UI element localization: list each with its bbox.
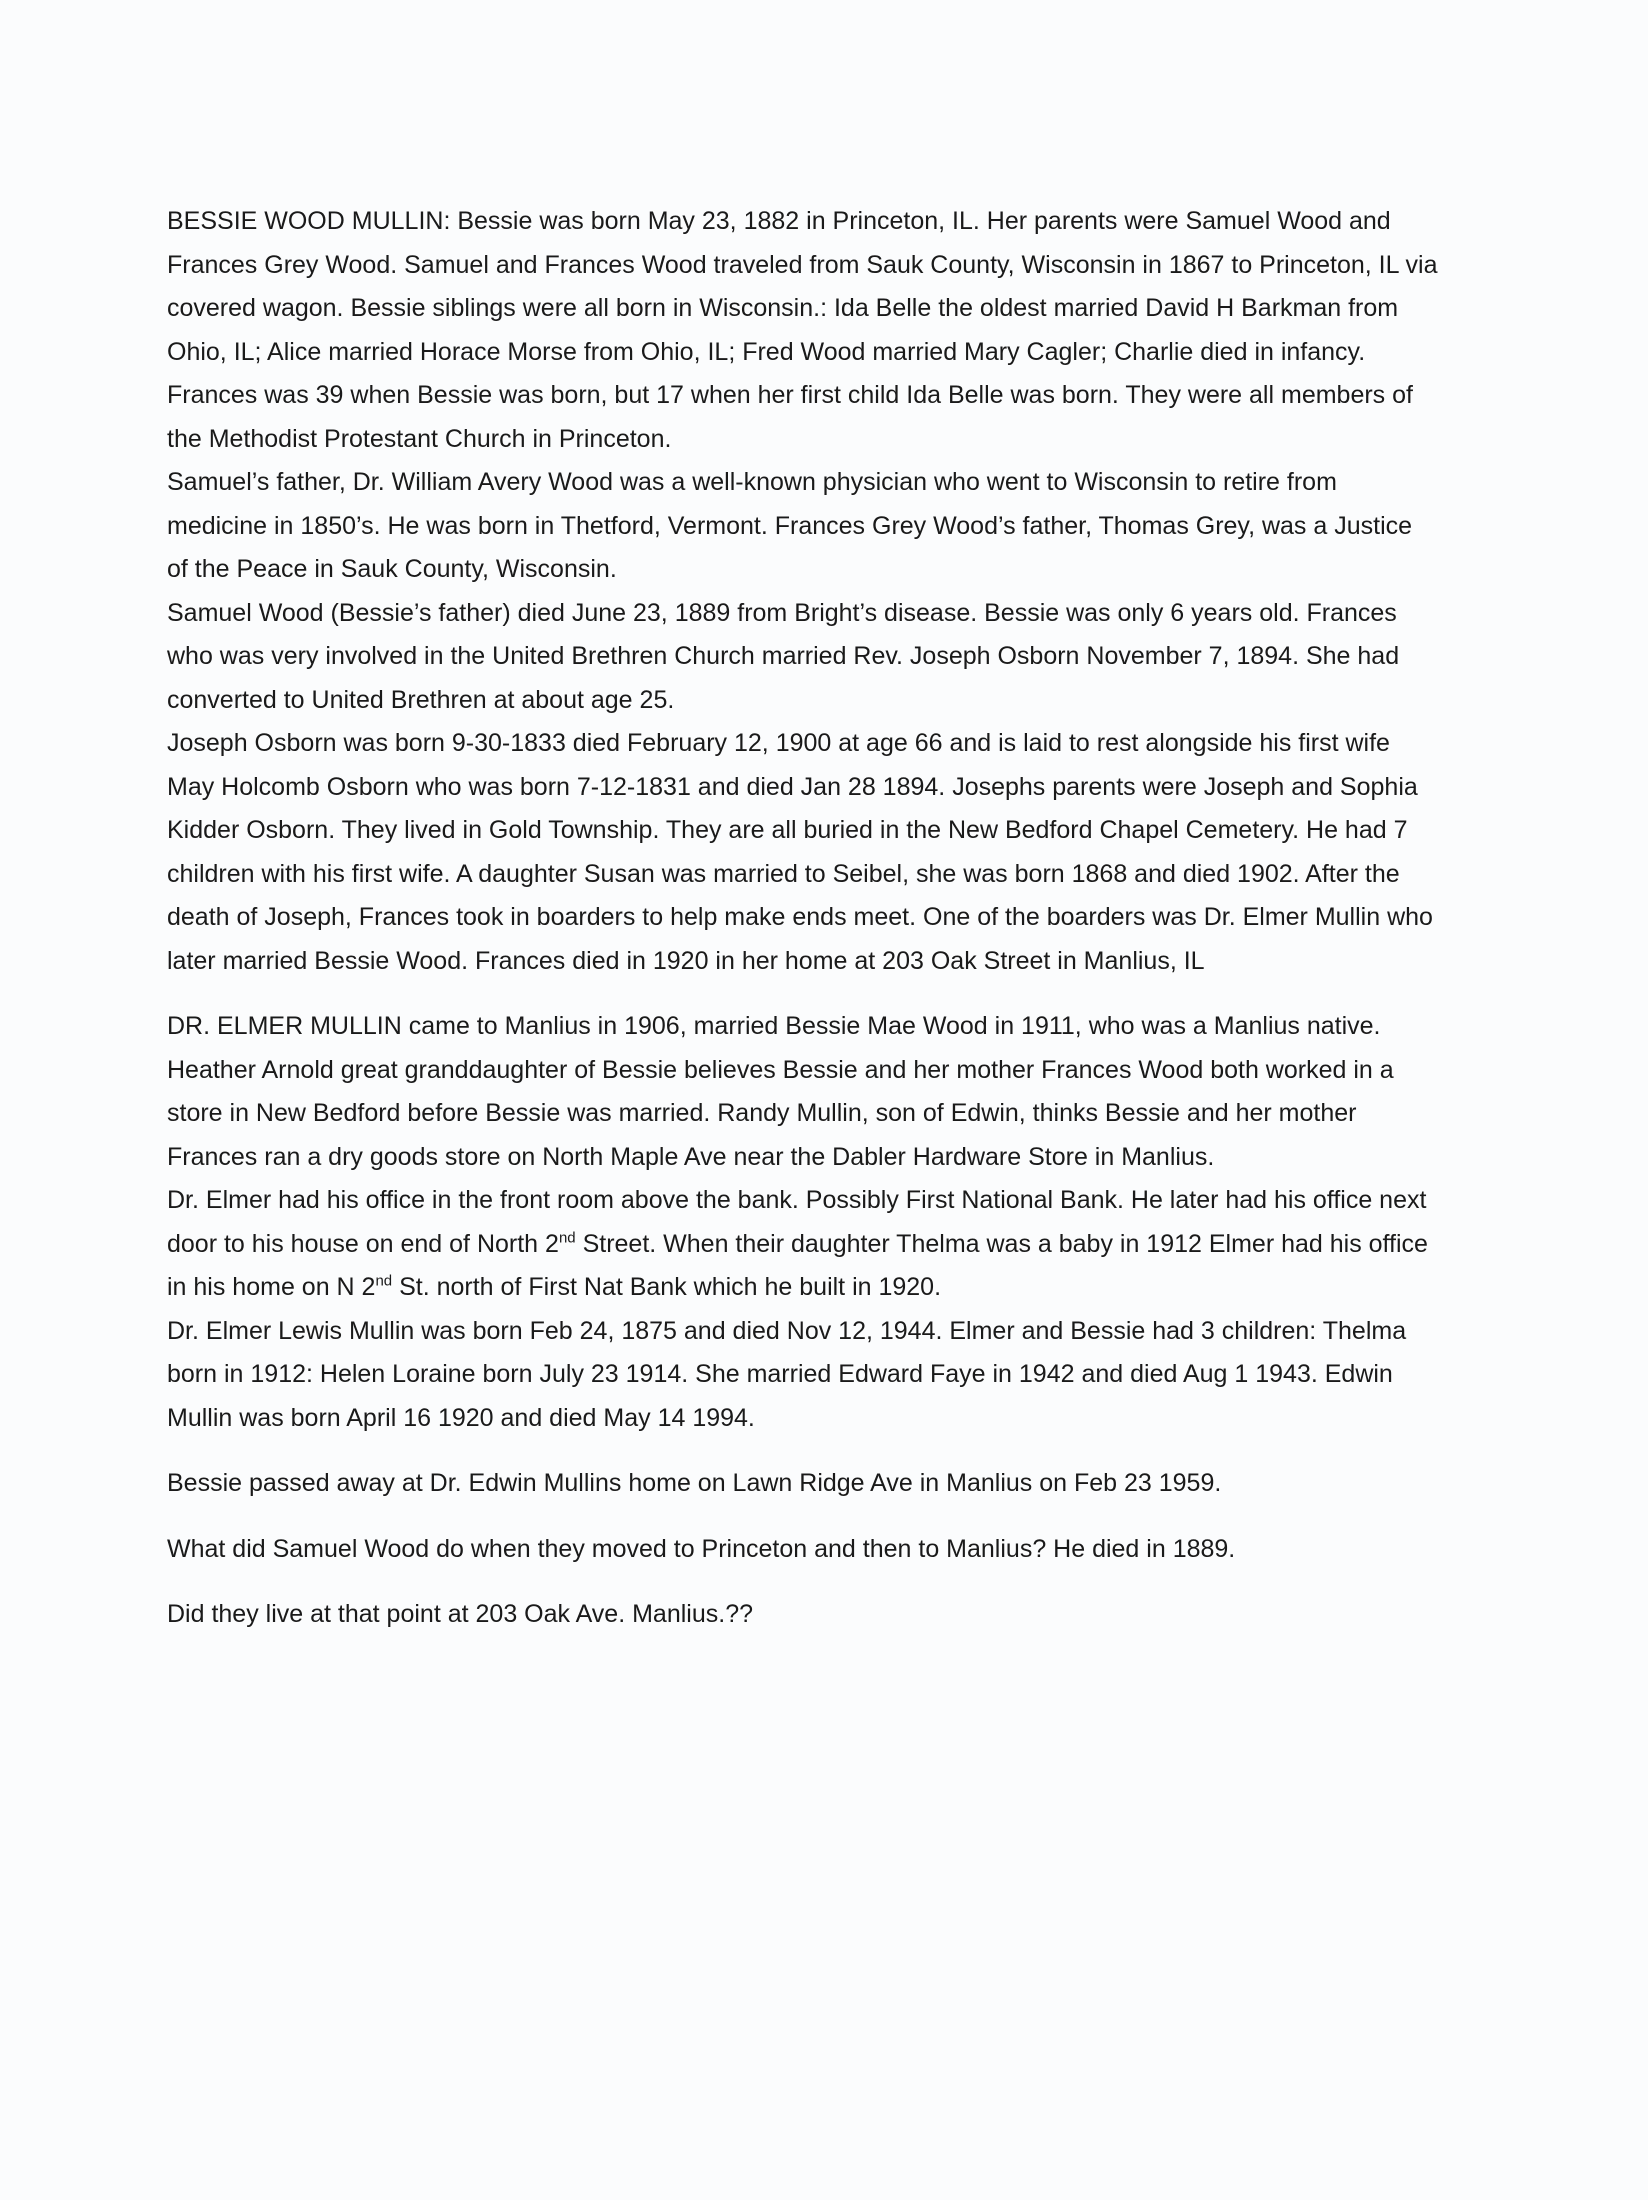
elmer-office-text-a: Dr. Elmer had his office in the front room above the bank. Possibly First National Bank. He later had his office next door to his house on end of North 2 — [167, 1186, 1427, 1258]
paragraph-samuel-death: Samuel Wood (Bessie’s father) died June 23, 1889 from Bright’s disease. Bessie was only 6 years old. Frances who was very involved in the United Brethren Church married Rev. Joseph Osborn November 7, 1894. She had converted to United Brethren at about age 25. — [167, 598, 1400, 714]
paragraph-question-oak-ave: Did they live at that point at 203 Oak Ave. Manlius.?? — [167, 1600, 753, 1628]
elmer-office-text-c: St. north of First Nat Bank which he built in 1920. — [392, 1273, 942, 1301]
superscript-nd-2: nd — [375, 1272, 393, 1290]
paragraph-samuel-father: Samuel’s father, Dr. William Avery Wood was a well-known physician who went to Wisconsin to retire from medicine in 1850’s. He was born in Thetford, Vermont. Frances Grey Wood’s father, Thomas Grey, was a Justice of the Peace in Sauk County, Wisconsin. — [167, 468, 1413, 583]
elmer-office-text-b: Street. When their daughter Thelma was a baby in 1912 Elmer had his office in his home on N 2 — [167, 1229, 1428, 1301]
section-bessie-wood-mullin — [167, 200, 1438, 983]
paragraph-joseph-osborn: Joseph Osborn was born 9-30-1833 died February 12, 1900 at age 66 and is laid to rest alongside his first wife May Holcomb Osborn who was born 7-12-1831 and died Jan 28 1894. Josephs parents were Joseph and Sophia Kidder Osborn. They lived in Gold Township. They are all buried in the New Bedford Chapel Cemetery. He had 7 children with his first wife. A daughter Susan was married to Seibel, she was born 1868 and died 1902. After the death of Joseph, Frances took in boarders to help make ends meet. One of the boarders was Dr. Elmer Mullin who later married Bessie Wood. Frances died in 1920 in her home at 203 Oak Street in Manlius, IL — [167, 729, 1433, 975]
paragraph-question-samuel: What did Samuel Wood do when they moved to Princeton and then to Manlius? He died in 1889. — [167, 1534, 1236, 1563]
paragraph-bessie-intro: BESSIE WOOD MULLIN: Bessie was born May 23, 1882 in Princeton, IL. Her parents were Samuel Wood and Frances Grey Wood. Samuel and Frances Wood traveled from Sauk County, Wisconsin in 1867 to Princeton, IL via covered wagon. Bessie siblings were all born in Wisconsin.: Ida Belle the oldest married David H Barkman from Ohio, IL; Alice married Horace Morse from Ohio, IL; Fred Wood married Mary Cagler; Charlie died in infancy. Frances was 39 when Bessie was born, but 17 when her first child Ida Belle was born. They were all members of the Methodist Protestant Church in Princeton. — [167, 207, 1438, 453]
paragraph-elmer-office — [167, 1179, 1438, 1310]
paragraph-elmer-children: Dr. Elmer Lewis Mullin was born Feb 24, 1875 and died Nov 12, 1944. Elmer and Bessie had 3 children: Thelma born in 1912: Helen Loraine born July 23 1914. She married Edward Faye in 1942 and died Aug 1 1943. Edwin Mullin was born April 16 1920 and died May 14 1994. — [167, 1316, 1407, 1432]
paragraph-bessie-passing: Bessie passed away at Dr. Edwin Mullins home on Lawn Ridge Ave in Manlius on Feb 23 1959. — [167, 1469, 1222, 1497]
section-elmer-mullin — [167, 1005, 1438, 1440]
paragraph-elmer-intro: DR. ELMER MULLIN came to Manlius in 1906, married Bessie Mae Wood in 1911, who was a Manlius native. Heather Arnold great granddaughter of Bessie believes Bessie and her mother Frances Wood both worked in a store in New Bedford before Bessie was married. Randy Mullin, son of Edwin, thinks Bessie and her mother Frances ran a dry goods store on North Maple Ave near the Dabler Hardware Store in Manlius. — [167, 1012, 1394, 1171]
superscript-nd-1: nd — [558, 1229, 576, 1247]
